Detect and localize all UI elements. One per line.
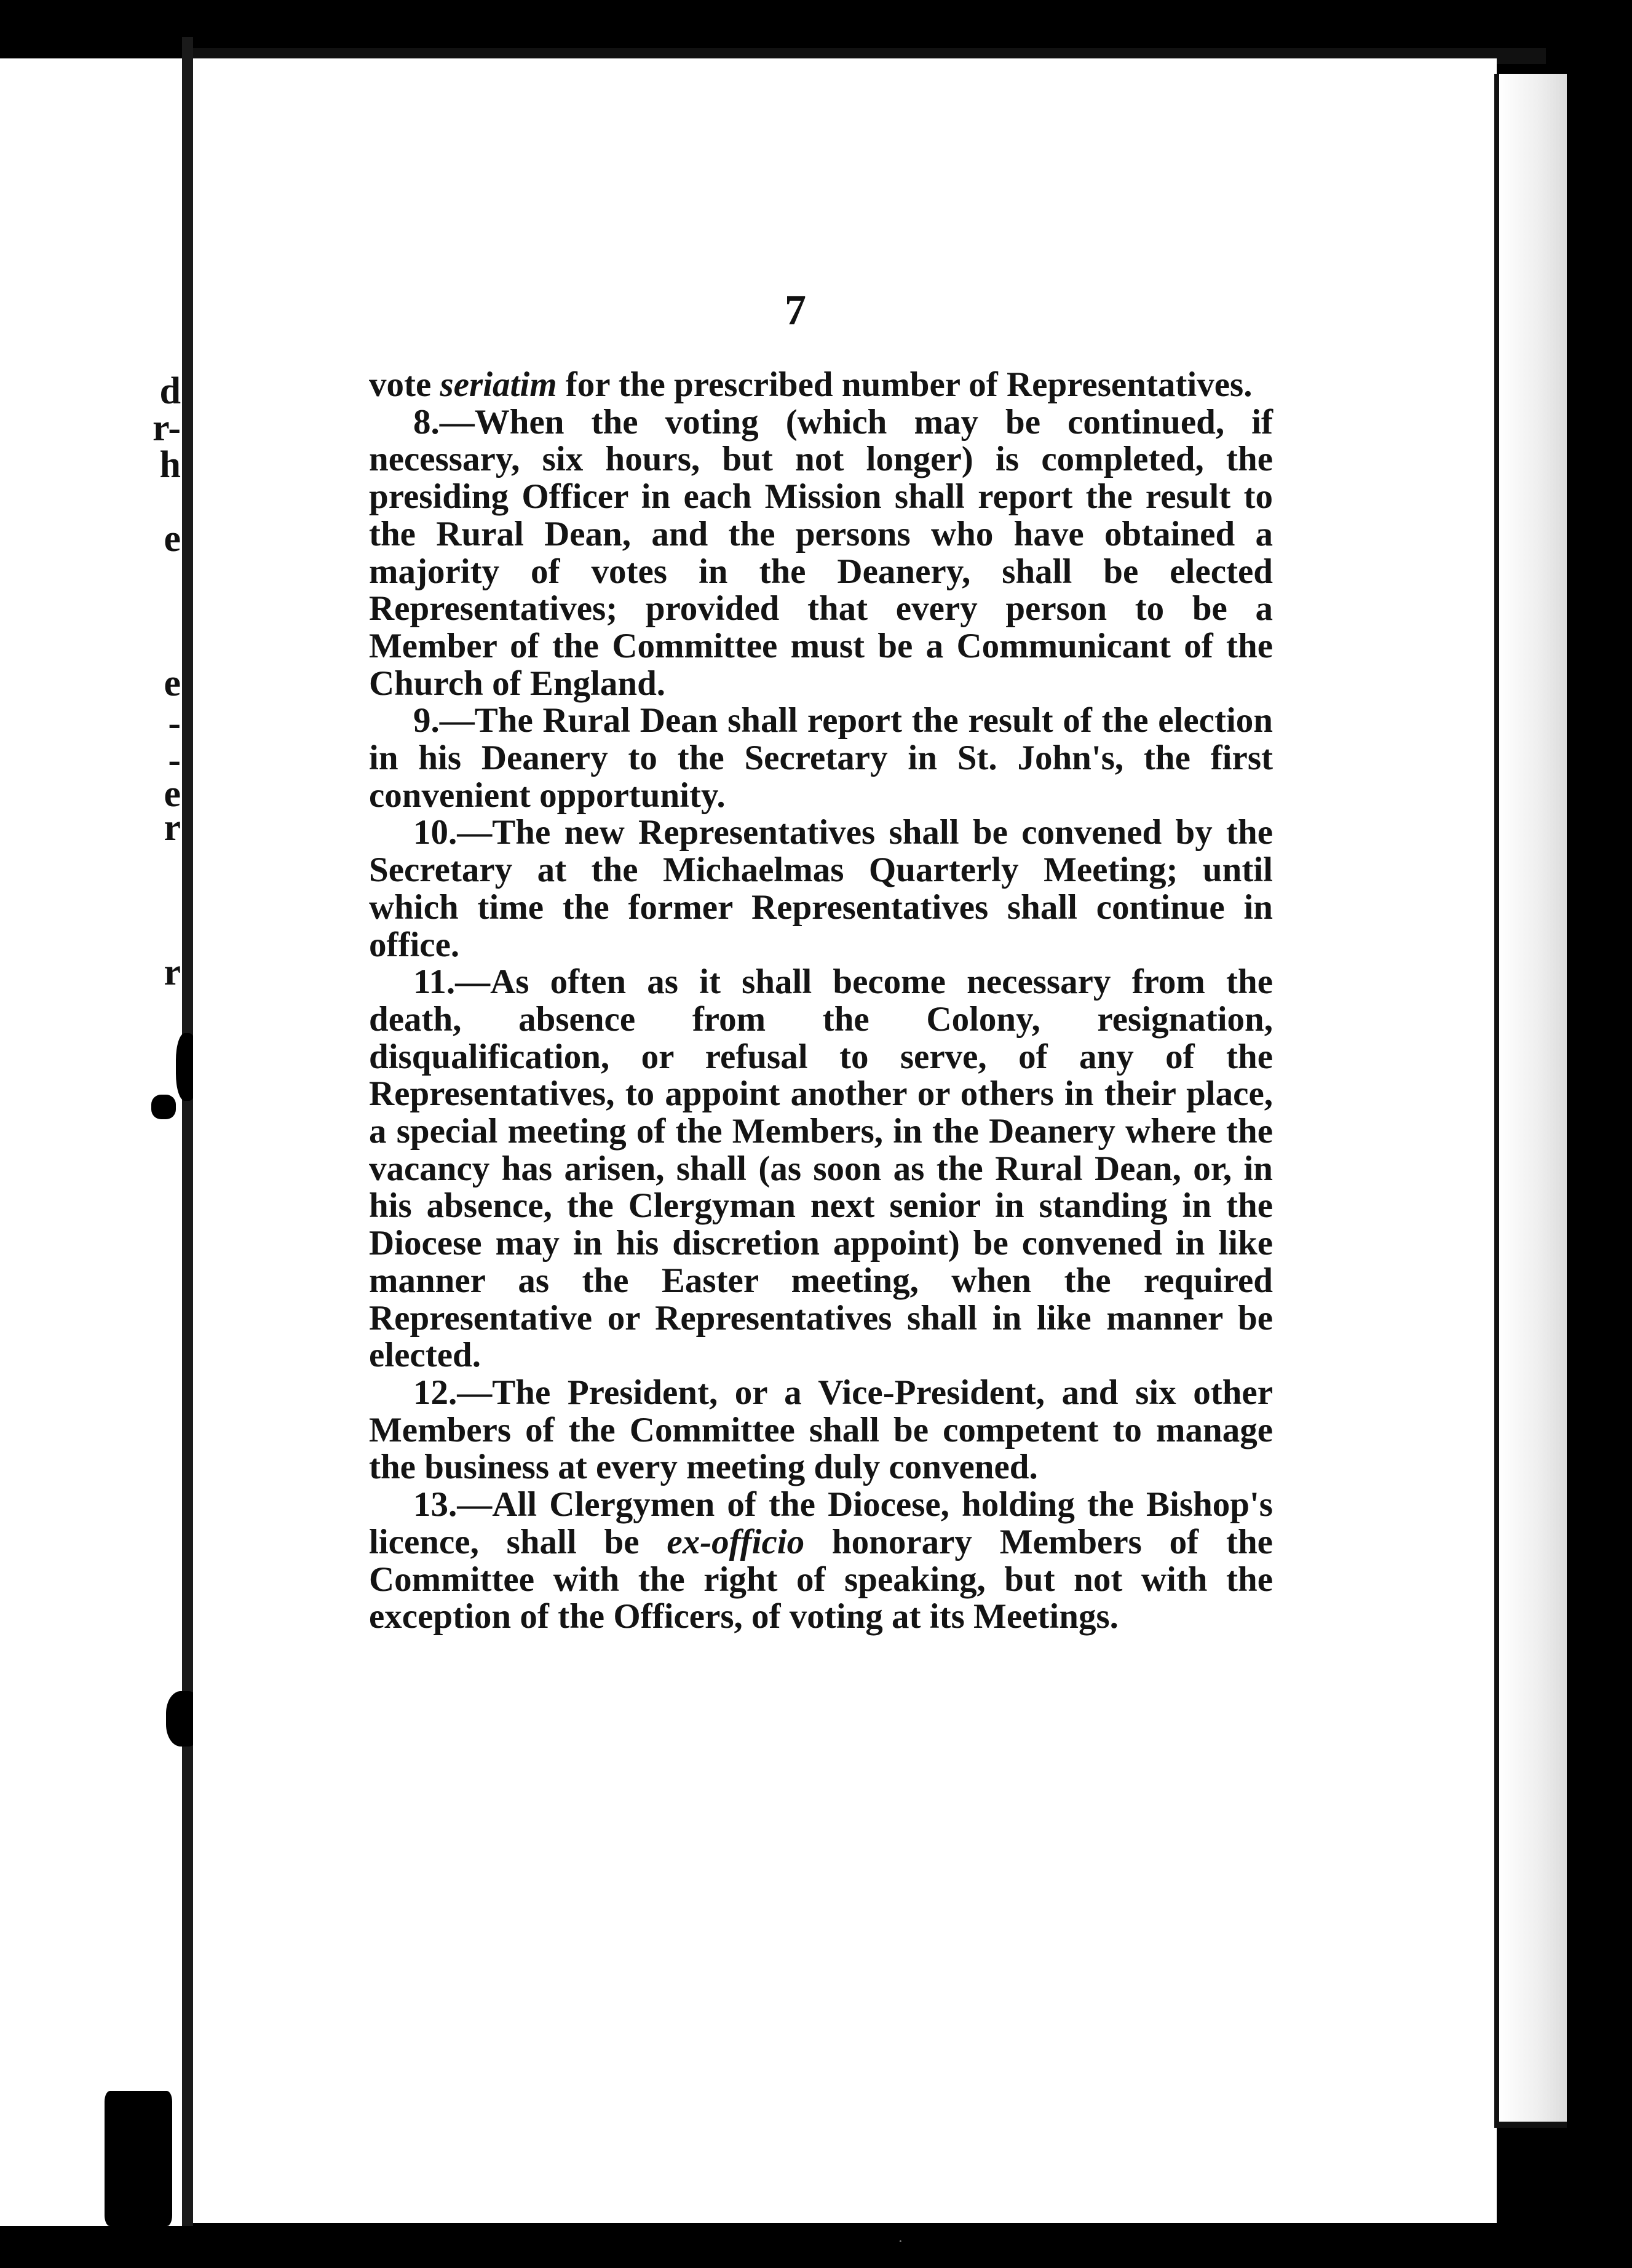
left-fragment: r- — [153, 407, 181, 449]
paragraph-text: 9.—The Rural Dean shall report the result of the election in his Deanery to the Secretary in St. John's, the first convenient opportunity. — [369, 701, 1273, 815]
paragraph-9 — [369, 702, 1273, 814]
body-text — [369, 367, 1273, 1636]
paragraph-continued — [369, 367, 1273, 404]
paragraph-text: 10.—The new Representatives shall be convened by the Secretary at the Michaelmas Quarterly Meeting; until which time the former Representatives shall continue in office. — [369, 813, 1273, 964]
italic-term: seriatim — [440, 365, 557, 404]
paragraph-text: 13.—All Clergymen of the Diocese, holding the Bishop's licence, shall be — [369, 1485, 1273, 1561]
binding-blot — [105, 2091, 172, 2226]
scan-speck: · — [898, 2232, 903, 2250]
binding-blot — [151, 1095, 176, 1119]
binding-gutter — [182, 37, 193, 2226]
paragraph-text: vote — [369, 365, 440, 404]
page-number: 7 — [785, 287, 806, 334]
paragraph-11 — [369, 964, 1273, 1374]
left-page-edge — [0, 58, 192, 2226]
left-fragment: h — [159, 444, 181, 486]
paragraph-text: 12.—The President, or a Vice-President, and six other Members of the Committee shall be competent to manage the business at every meeting duly convened. — [369, 1373, 1273, 1487]
left-fragment: e — [164, 662, 181, 704]
left-fragment: - — [168, 702, 181, 744]
italic-term: ex-officio — [667, 1522, 805, 1561]
left-fragment: - — [168, 739, 181, 781]
left-fragment: e — [164, 773, 181, 815]
left-fragment: d — [159, 370, 181, 412]
page-edge — [1494, 74, 1567, 2128]
paragraph-12 — [369, 1374, 1273, 1486]
paragraph-8 — [369, 404, 1273, 703]
paragraph-10 — [369, 814, 1273, 964]
paragraph-text: for the prescribed number of Representatives. — [557, 365, 1253, 404]
left-fragment: r — [164, 807, 181, 849]
left-fragment: r — [164, 951, 181, 993]
left-fragment: e — [164, 518, 181, 560]
paragraph-13 — [369, 1486, 1273, 1636]
paragraph-text: honorary Members of the Committee with the right of speaking, but not with the exception of the Officers, of voting at its Meetings. — [369, 1522, 1273, 1636]
paragraph-text: 11.—As often as it shall become necessary from the death, absence from the Colony, resignation, disqualification, or refusal to serve, of any of the Representatives, to appoint another or others in their place, a special meeting of the Members, in the Deanery where the vacancy has arisen, shall (as soon as the Rural Dean, or, in his absence, the Clergyman next senior in standing in the Diocese may in his discretion appoint) be convened in like manner as the Easter meeting, when the required Representative or Representatives shall in like manner be elected. — [369, 962, 1273, 1375]
paragraph-text: 8.—When the voting (which may be continued, if necessary, six hours, but not longer) is completed, the presiding Officer in each Mission shall report the result to the Rural Dean, and the persons who have obtained a majority of votes in the Deanery, shall be elected Representatives; provided that every person to be a Member of the Committee must be a Communicant of the Church of England. — [369, 402, 1273, 703]
